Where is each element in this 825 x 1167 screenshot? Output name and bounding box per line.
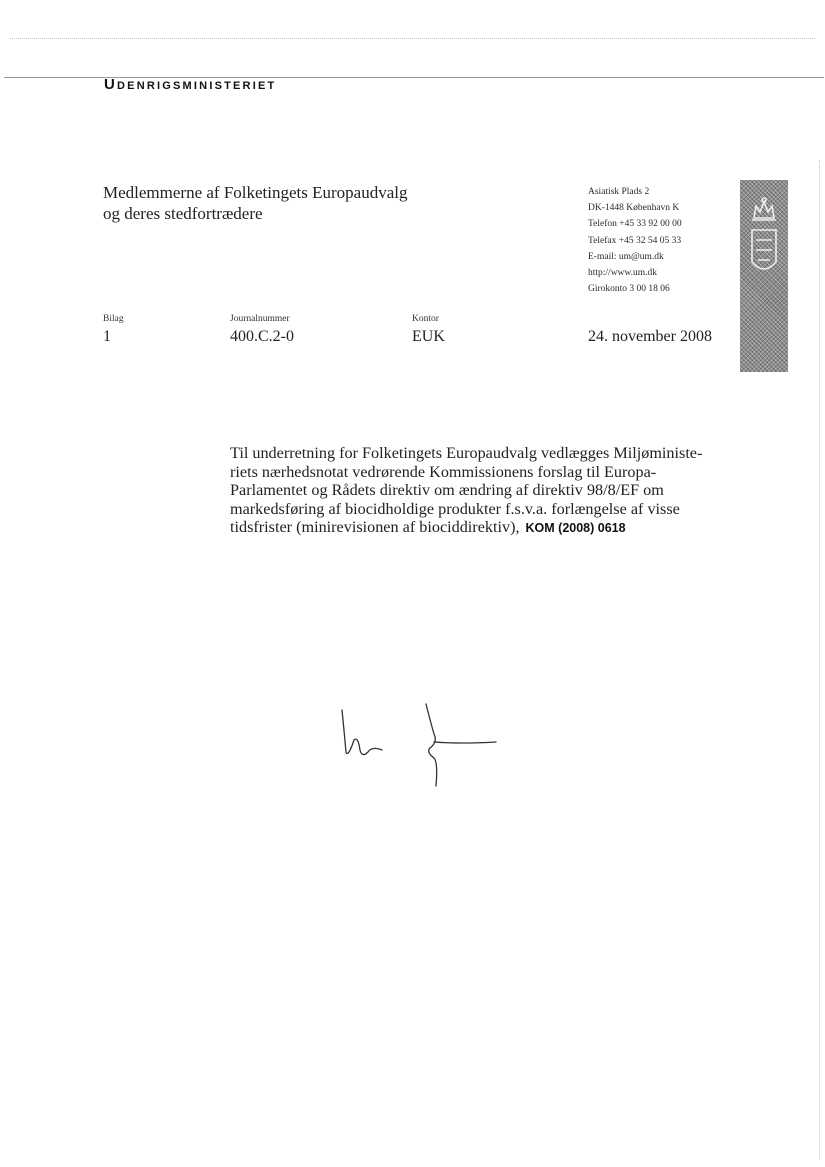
crest-icon (740, 180, 788, 372)
letter-date: 24. november 2008 (588, 328, 712, 345)
address-phone: Telefon +45 33 92 00 00 (588, 219, 682, 230)
body-line-5-text: tidsfrister (minirevisionen af biociddirektiv), (230, 518, 520, 537)
kom-reference: KOM (2008) 0618 (525, 521, 626, 536)
address-city: DK-1448 København K (588, 203, 680, 214)
coat-of-arms-panel (740, 180, 788, 372)
body-line-2: riets nærhedsnotat vedrørende Kommissionens forslag til Europa- (230, 462, 657, 481)
scan-artifact-line (10, 38, 815, 39)
recipient-line-2: og deres stedfortrædere (103, 204, 263, 223)
body-line-5 (230, 518, 730, 538)
recipient-block (103, 182, 408, 224)
body-line-4: markedsføring af biocidholdige produkter f.s.v.a. forlængelse af visse (230, 499, 680, 518)
signature-image (330, 700, 510, 800)
address-giro: Girokonto 3 00 18 06 (588, 284, 670, 295)
scan-edge-line (819, 160, 820, 1160)
kontor-value: EUK (412, 328, 445, 345)
ministry-name: Udenrigsministeriet (104, 76, 277, 93)
bilag-label: Bilag (103, 314, 124, 324)
address-web: http://www.um.dk (588, 268, 658, 279)
body-line-1: Til underretning for Folketingets Europaudvalg vedlægges Miljøministe- (230, 444, 703, 462)
sender-address (588, 184, 682, 297)
kontor-label: Kontor (412, 314, 439, 324)
letter-body (230, 444, 730, 538)
address-street: Asiatisk Plads 2 (588, 187, 650, 197)
journal-value: 400.C.2-0 (230, 328, 294, 345)
address-fax: Telefax +45 32 54 05 33 (588, 235, 682, 246)
address-email: E-mail: um@um.dk (588, 251, 664, 262)
body-line-3: Parlamentet og Rådets direktiv om ændring af direktiv 98/8/EF om (230, 481, 664, 500)
journal-label: Journalnummer (230, 314, 290, 324)
bilag-value: 1 (103, 328, 111, 345)
recipient-line-1: Medlemmerne af Folketingets Europaudvalg (103, 183, 408, 202)
